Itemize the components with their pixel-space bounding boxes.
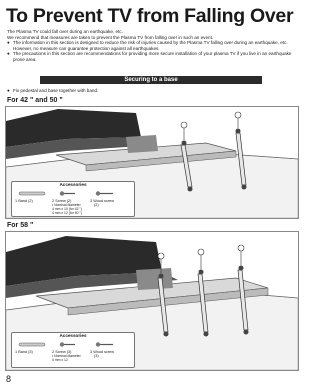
accessories-heading: Accessories [59, 333, 87, 338]
wood-screw-label: Wood screw [93, 199, 115, 203]
accessories-box-42-50 [11, 181, 135, 217]
screw-note-line: • Nominal diameter [52, 354, 81, 358]
accessory-band [15, 199, 33, 203]
accessory-band [15, 350, 33, 354]
screw-note-line: 4 mm x 12 [52, 358, 68, 362]
accessories-heading: Accessories [59, 182, 87, 187]
accessory-wood-screw [90, 199, 114, 208]
fix-note [7, 88, 98, 93]
accessory-parts-drawing [15, 340, 131, 349]
wood-screw-qty: (3) [94, 354, 99, 359]
item-number-3: 3 [90, 199, 93, 203]
accessory-parts-drawing [15, 189, 131, 198]
intro-line-1: The Plasma TV could fall over during an earthquake, etc. [7, 29, 123, 34]
screw-note-line: • Nominal diameter [52, 203, 81, 207]
bullet-2 [7, 51, 295, 62]
installation-illustration-42-50 [5, 106, 299, 219]
page-title: To Prevent TV from Falling Over [6, 5, 294, 27]
screw-note-line: 4 mm x 10 (for 42 ") [52, 207, 82, 211]
wood-screw-qty: (2) [94, 203, 99, 208]
screw-label: Screw (3) [55, 350, 72, 354]
section-heading-42-50: For 42 " and 50 " [7, 97, 63, 104]
bullet-2-text: The precautions in this section are recommendations for providing more secure installation of your plasma TV if you live in an earthquake prone area. [13, 51, 292, 62]
screw-note-line: 4 mm x 12 (for 50 ") [52, 211, 82, 215]
item-number-2: 2 [52, 199, 55, 203]
wood-screw-label: Wood screw [93, 350, 115, 354]
section-banner: Securing to a base [40, 76, 262, 84]
screw-note [52, 354, 81, 362]
installation-illustration-58 [5, 231, 299, 371]
page-number: 8 [6, 374, 12, 384]
band-label: Band (3) [18, 350, 33, 354]
item-number-3: 3 [90, 350, 93, 354]
band-label: Band (2) [18, 199, 33, 203]
bullet-mark: ● [7, 88, 10, 93]
bullet-1-text: The information in this section is designed to reduce the risk of injuries caused by the Plasma TV falling over during an earthquake, etc. [13, 40, 288, 46]
item-number-1: 1 [15, 350, 18, 354]
bullet-mark: ● [7, 40, 10, 46]
fix-note-text: Fix pedestal and base together with band. [13, 88, 99, 93]
bullet-1-continuation: However, no measure can guarantee protection against all earthquakes. [13, 45, 160, 51]
accessories-box-58 [11, 332, 135, 368]
accessory-wood-screw [90, 350, 114, 359]
item-number-1: 1 [15, 199, 18, 203]
item-number-2: 2 [52, 350, 55, 354]
screw-note [52, 203, 82, 215]
bullet-1 [7, 40, 295, 51]
intro-text [7, 29, 295, 63]
screw-label: Screw (2) [55, 199, 72, 203]
bullet-mark: ● [7, 51, 10, 57]
intro-line-2: We recommend that measures are taken to prevent the Plasma TV from falling over in such an event. [7, 34, 214, 40]
section-heading-58: For 58 " [7, 222, 34, 229]
